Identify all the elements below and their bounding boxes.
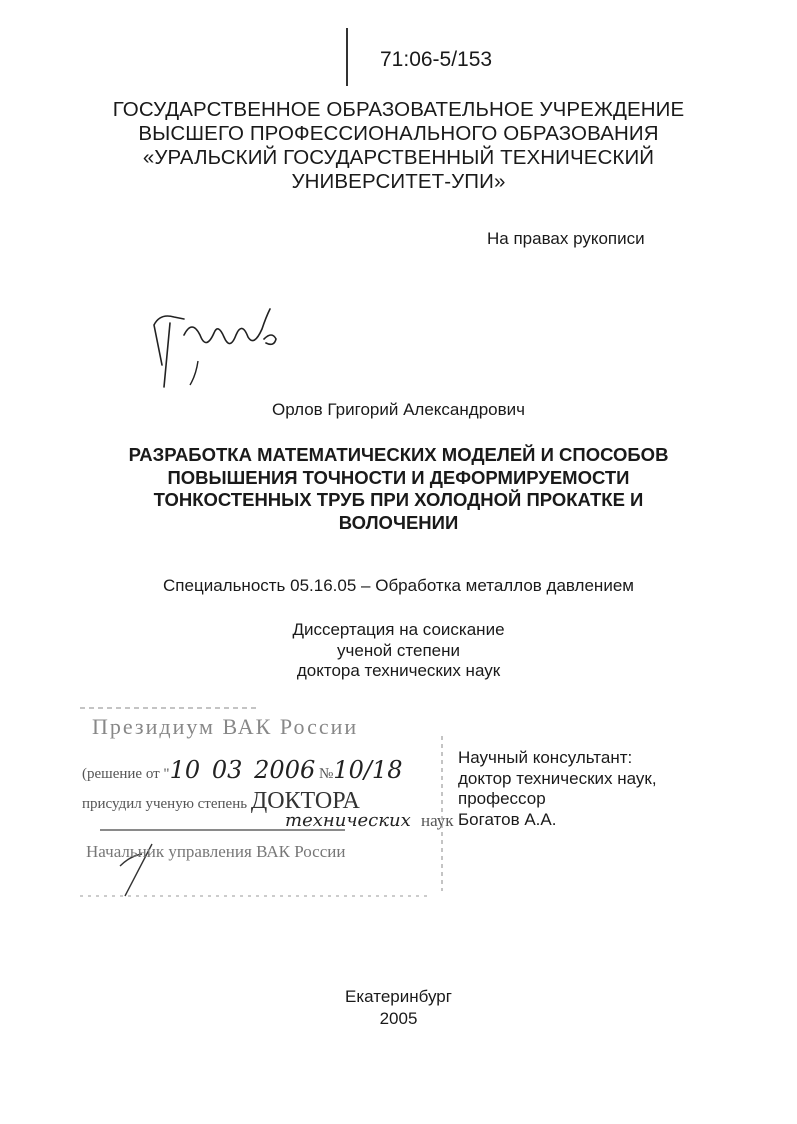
stamp-decision-prefix: (решение от " [82,766,170,782]
margin-line [346,28,348,86]
institution-line: «УРАЛЬСКИЙ ГОСУДАРСТВЕННЫЙ ТЕХНИЧЕСКИЙ [142,146,655,169]
stamp-date-day: 10 [169,756,201,784]
institution-name [0,98,797,194]
advisor-line: Богатов А.А. [458,809,557,829]
title-line: ВОЛОЧЕНИИ [338,511,459,533]
title-line: ТОНКОСТЕННЫХ ТРУБ ПРИ ХОЛОДНОЙ ПРОКАТКЕ И [153,489,644,510]
dissertation-title [0,444,797,534]
catalog-code: 71:06-5/153 [380,48,493,71]
year: 2005 [379,1009,418,1028]
institution-line: УНИВЕРСИТЕТ-УПИ» [291,170,506,193]
stamp-head: Начальник управления ВАК России [86,842,346,861]
specialty: Специальность 05.16.05 – Обработка металлов давлением [163,576,634,595]
degree-line: доктора технических наук [296,661,501,680]
scientific-advisor [458,748,657,830]
stamp-field-suffix: наук [421,811,454,830]
stamp-degree-prefix: присудил ученую степень [82,796,248,812]
stamp-degree: ДОКТОРА [250,788,360,814]
author-signature [140,295,290,390]
advisor-line: профессор [458,789,546,808]
place-and-year [0,986,797,1030]
stamp-date-year: 2006 [254,756,316,784]
stamp-number: 10/18 [333,756,403,784]
advisor-line: доктор технических наук, [458,768,657,788]
title-line: ПОВЫШЕНИЯ ТОЧНОСТИ И ДЕФОРМИРУЕМОСТИ [167,466,630,488]
degree-line: ученой степени [337,640,460,660]
title-line: РАЗРАБОТКА МАТЕМАТИЧЕСКИХ МОДЕЛЕЙ И СПОСОБОВ [128,444,669,465]
degree-line: Диссертация на соискание [292,620,505,639]
author-name: Орлов Григорий Александрович [272,400,525,419]
city: Екатеринбург [345,987,452,1006]
institution-line: ВЫСШЕГО ПРОФЕССИОНАЛЬНОГО ОБРАЗОВАНИЯ [138,122,659,145]
institution-line: ГОСУДАРСТВЕННОЕ ОБРАЗОВАТЕЛЬНОЕ УЧРЕЖДЕНИЕ [112,98,685,121]
stamp-number-label: № [318,766,334,782]
stamp-date-month: 03 [211,756,243,784]
stamp-decision-line [82,756,402,784]
advisor-line: Научный консультант: [458,748,633,767]
stamp-field-hand: технических [285,810,411,831]
stamp-presidium: Президиум ВАК России [92,714,359,739]
dissertation-degree [0,620,797,682]
vak-stamp [70,706,454,906]
rights-note: На правах рукописи [487,229,645,248]
stamp-field-line [285,810,454,831]
